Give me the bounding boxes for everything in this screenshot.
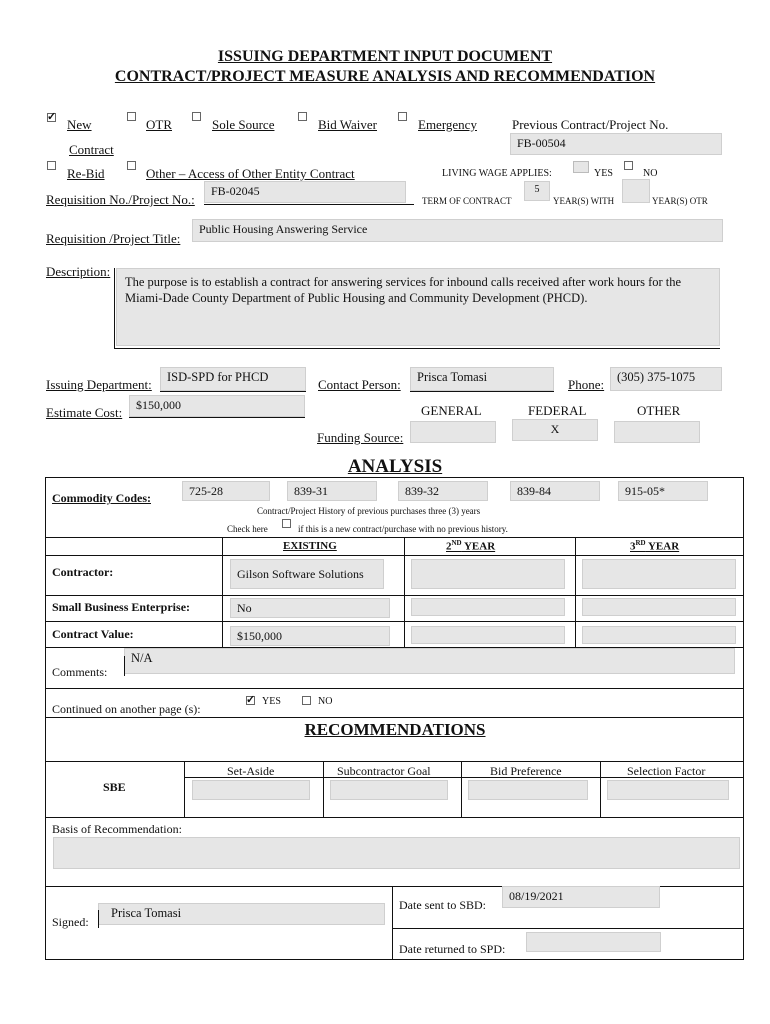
other-label: Other – Access of Other Entity Contract	[146, 166, 355, 181]
other-checkbox[interactable]	[127, 161, 136, 170]
funding-federal-field[interactable]: X	[512, 419, 598, 441]
sbe-set-aside-field[interactable]	[192, 780, 310, 800]
living-wage-no-label: NO	[643, 168, 658, 179]
contractor-2nd-field[interactable]	[411, 559, 565, 589]
new-label: New	[67, 117, 92, 132]
comments-label: Comments:	[52, 665, 108, 679]
comments-field[interactable]: N/A	[124, 648, 735, 674]
funding-other-field[interactable]	[614, 421, 700, 443]
commodity-code-2[interactable]: 839-31	[287, 481, 377, 501]
emergency-label: Emergency	[418, 117, 477, 132]
term-otr-field[interactable]	[622, 179, 650, 203]
col-set-aside: Set-Aside	[227, 764, 275, 778]
contractor-label: Contractor:	[52, 565, 114, 579]
col-selection-factor: Selection Factor	[627, 764, 706, 778]
sole-source-checkbox[interactable]	[192, 112, 201, 121]
rebid-checkbox[interactable]	[47, 161, 56, 170]
signed-field[interactable]: Prisca Tomasi	[98, 903, 385, 925]
emergency-checkbox[interactable]	[398, 112, 407, 121]
sbe-3rd-field[interactable]	[582, 598, 736, 616]
contract-value-2nd-field[interactable]	[411, 626, 565, 644]
contractor-3rd-field[interactable]	[582, 559, 736, 589]
term-label: TERM OF CONTRACT	[422, 196, 512, 206]
contractor-existing-field[interactable]: Gilson Software Solutions	[230, 559, 384, 589]
living-wage-no-checkbox[interactable]	[624, 161, 633, 170]
commodity-codes-label: Commodity Codes:	[52, 491, 151, 505]
analysis-heading: ANALYSIS	[347, 456, 443, 477]
requisition-label: Requisition No./Project No.:	[46, 192, 195, 207]
otr-checkbox[interactable]	[127, 112, 136, 121]
new-contract-checkbox[interactable]	[282, 519, 291, 528]
contract-value-existing-field[interactable]: $150,000	[230, 626, 390, 646]
continued-yes-checkbox[interactable]	[246, 696, 255, 705]
sbe-2nd-field[interactable]	[411, 598, 565, 616]
contact-person-label: Contact Person:	[318, 377, 401, 392]
contract-value-label: Contract Value:	[52, 627, 134, 641]
basis-field[interactable]	[53, 837, 740, 869]
date-sent-label: Date sent to SBD:	[399, 898, 486, 912]
funding-general-label: GENERAL	[421, 403, 482, 418]
sbe-existing-field[interactable]: No	[230, 598, 390, 618]
living-wage-yes-checkbox[interactable]	[573, 161, 589, 173]
issuing-dept-field[interactable]: ISD-SPD for PHCD	[160, 367, 306, 391]
estimate-cost-label: Estimate Cost:	[46, 405, 123, 420]
basis-label: Basis of Recommendation:	[52, 822, 182, 836]
description-label: Description:	[46, 264, 111, 279]
living-wage-yes-label: YES	[594, 168, 613, 179]
rebid-label: Re-Bid	[67, 166, 105, 181]
description-field[interactable]: The purpose is to establish a contract for answering services for inbound calls received after work hours for the Miami-Dade County Department of Public Housing and Community Development (PHCD).	[116, 268, 720, 346]
col-existing: EXISTING	[283, 540, 337, 552]
funding-general-field[interactable]	[410, 421, 496, 443]
new-checkbox[interactable]	[47, 113, 56, 122]
continued-no-checkbox[interactable]	[302, 696, 311, 705]
commodity-code-3[interactable]: 839-32	[398, 481, 488, 501]
doc-title-line1: ISSUING DEPARTMENT INPUT DOCUMENT	[217, 48, 553, 65]
otr-label: OTR	[146, 117, 172, 132]
commodity-code-5[interactable]: 915-05*	[618, 481, 708, 501]
date-returned-label: Date returned to SPD:	[399, 942, 506, 956]
new-contract-label: Contract	[69, 142, 114, 157]
col-subcontractor-goal: Subcontractor Goal	[337, 764, 431, 778]
continued-yes-label: YES	[262, 696, 281, 707]
recommendations-heading: RECOMMENDATIONS	[304, 720, 486, 739]
funding-other-label: OTHER	[637, 403, 681, 418]
term-years-with-label: YEAR(S) WITH	[553, 196, 615, 206]
continued-label: Continued on another page (s):	[52, 702, 201, 716]
sole-source-label: Sole Source	[212, 117, 275, 132]
col-bid-preference: Bid Preference	[490, 764, 562, 778]
check-here-note: if this is a new contract/purchase with no previous history.	[298, 524, 508, 534]
previous-contract-field[interactable]: FB-00504	[510, 133, 722, 155]
bid-waiver-checkbox[interactable]	[298, 112, 307, 121]
signed-label: Signed:	[52, 915, 89, 929]
bid-waiver-label: Bid Waiver	[318, 117, 378, 132]
col-3rd-year: 3RD YEAR	[630, 539, 680, 553]
contact-person-field[interactable]: Prisca Tomasi	[410, 367, 554, 391]
term-years-field[interactable]: 5	[524, 181, 550, 201]
project-title-field[interactable]: Public Housing Answering Service	[192, 219, 723, 242]
date-sent-field[interactable]: 08/19/2021	[502, 886, 660, 908]
commodity-code-1[interactable]: 725-28	[182, 481, 270, 501]
term-years-otr-label: YEAR(S) OTR	[652, 196, 708, 206]
living-wage-label: LIVING WAGE APPLIES:	[442, 168, 552, 179]
previous-contract-label: Previous Contract/Project No.	[512, 117, 669, 132]
sbe-subcontractor-goal-field[interactable]	[330, 780, 448, 800]
doc-title-line2: CONTRACT/PROJECT MEASURE ANALYSIS AND RECOMMENDATION	[114, 68, 656, 85]
estimate-cost-field[interactable]: $150,000	[129, 395, 305, 417]
funding-federal-label: FEDERAL	[528, 403, 587, 418]
contract-value-3rd-field[interactable]	[582, 626, 736, 644]
sbe-selection-factor-field[interactable]	[607, 780, 729, 800]
phone-field[interactable]: (305) 375-1075	[610, 367, 722, 391]
sbe-label: Small Business Enterprise:	[52, 600, 191, 614]
project-title-label: Requisition /Project Title:	[46, 231, 181, 246]
funding-source-label: Funding Source:	[317, 430, 404, 445]
continued-no-label: NO	[318, 696, 333, 707]
sbe-bid-preference-field[interactable]	[468, 780, 588, 800]
sbe-row-label: SBE	[103, 780, 126, 794]
phone-label: Phone:	[568, 377, 605, 392]
issuing-dept-label: Issuing Department:	[46, 377, 152, 392]
date-returned-field[interactable]	[526, 932, 661, 952]
check-here-label: Check here	[227, 524, 268, 534]
commodity-code-4[interactable]: 839-84	[510, 481, 600, 501]
history-note: Contract/Project History of previous purchases three (3) years	[257, 506, 481, 516]
requisition-field[interactable]: FB-02045	[204, 181, 406, 203]
col-2nd-year: 2ND YEAR	[446, 539, 496, 553]
